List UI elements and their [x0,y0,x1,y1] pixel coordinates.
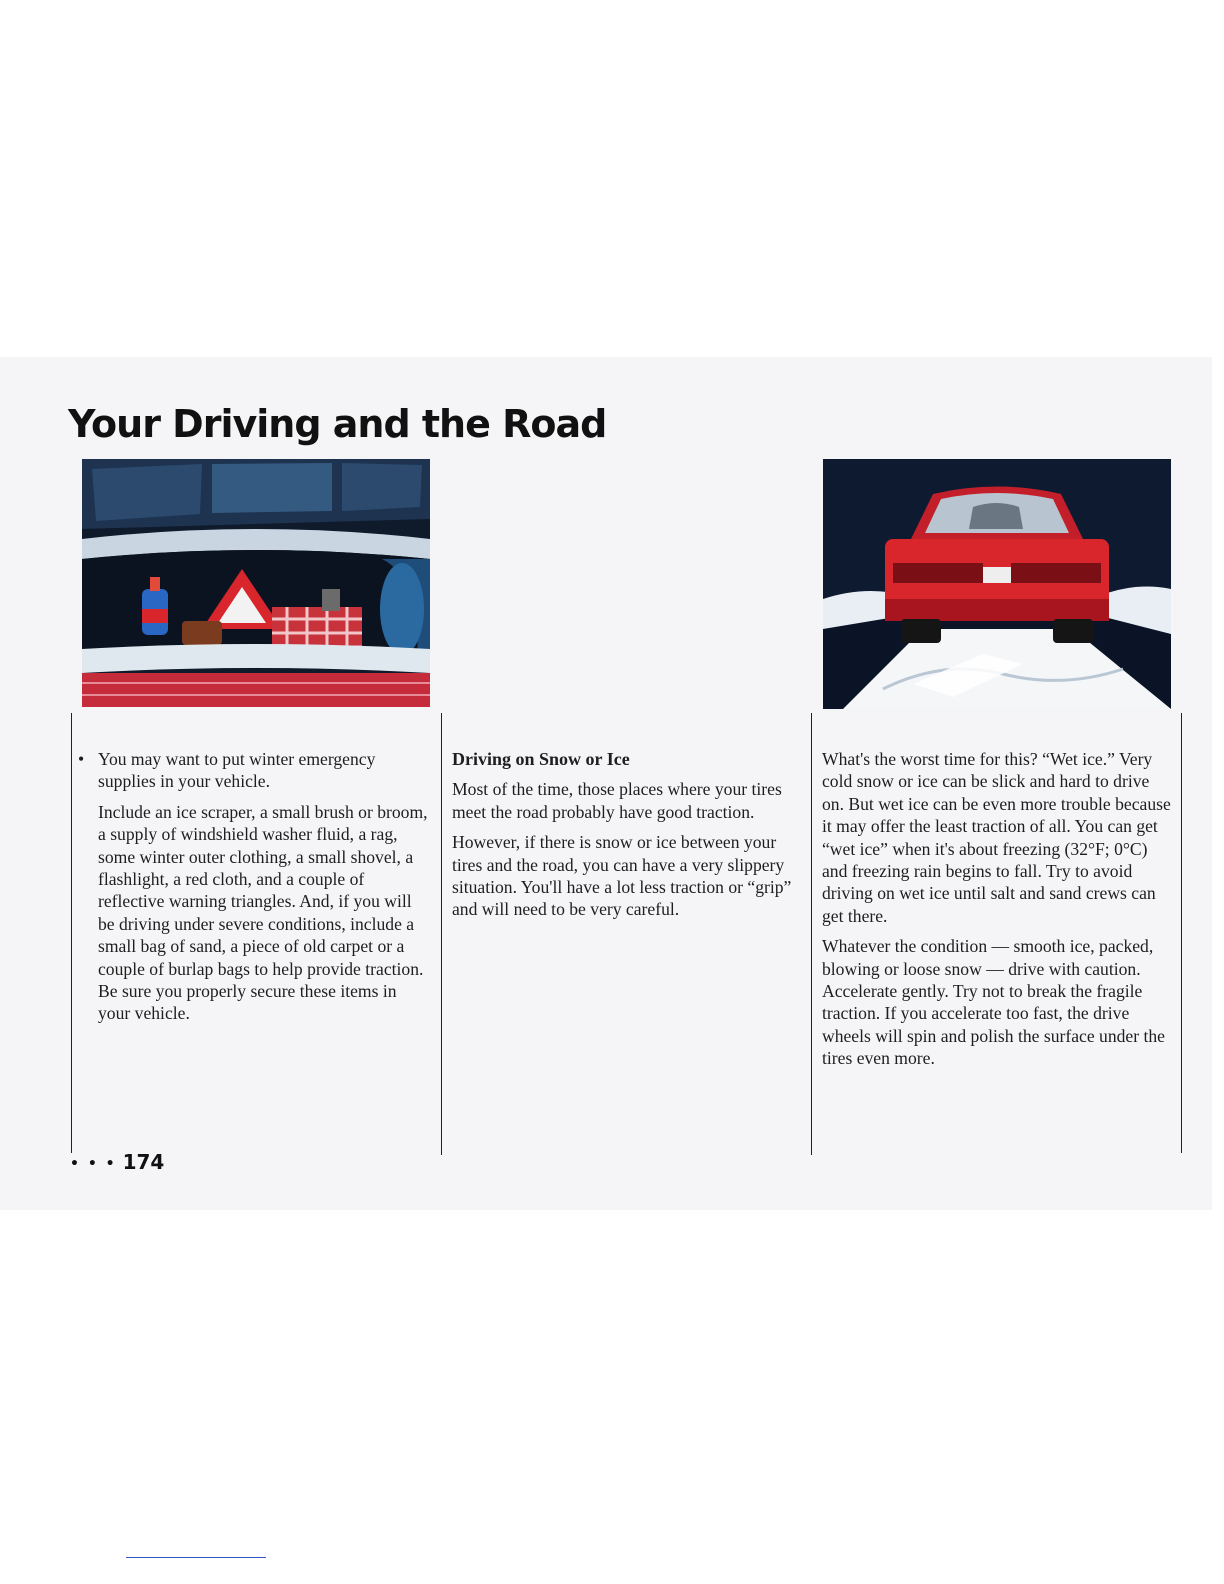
caution-paragraph: Whatever the condition — smooth ice, packed, blowing or loose snow — drive with caution. Accelerate gently. Try not to break the fragile traction. If you accelerate too fast, the drive wheels will spin and polish the surface under the tires even more. [822,936,1165,1069]
column-rule-2 [441,713,442,1155]
car-on-ice-illustration [823,459,1171,709]
page-number [70,1150,164,1174]
supplies-paragraph: Include an ice scraper, a small brush or broom, a supply of windshield washer fluid, a rag, some winter outer clothing, a small shovel, a flashlight, a red cloth, and a couple of reflective warning triangles. And, if you will be driving under severe conditions, include a small bag of sand, a piece of old carpet or a couple of burlap bags to help provide traction. Be sure you properly secure these items in your vehicle. [98,801,428,1024]
bullet-item [78,748,430,793]
column-middle [452,748,804,929]
column-rule-left [71,713,72,1153]
section-heading: Driving on Snow or Ice [452,749,630,769]
page-title: Your Driving and the Road [68,402,607,446]
column-rule-right [1181,713,1182,1153]
footer-link-line [126,1557,266,1558]
page-number-dots: • • • [70,1155,117,1172]
wet-ice-paragraph: What's the worst time for this? “Wet ice.” Very cold snow or ice can be slick and hard to drive on. But wet ice can be even more trouble because it may offer the least traction of all. You can get “wet ice” when it's about freezing (32°F; 0°C) and freezing rain begins to fall. Try to avoid driving on wet ice until salt and sand crews can get there. [822,749,1171,926]
column-left [78,748,430,1033]
bullet-text: You may want to put winter emergency supplies in your vehicle. [98,749,376,792]
bullet-icon: • [78,749,85,769]
slippery-paragraph: However, if there is snow or ice between your tires and the road, you can have a very slippery situation. You'll have a lot less traction or “grip” and will need to be very careful. [452,832,792,920]
column-right [822,748,1174,1078]
page-number-value: 174 [122,1150,165,1174]
traction-paragraph: Most of the time, those places where your tires meet the road probably have good traction. [452,779,782,822]
column-rule-3 [811,713,812,1155]
trunk-illustration [82,459,430,707]
